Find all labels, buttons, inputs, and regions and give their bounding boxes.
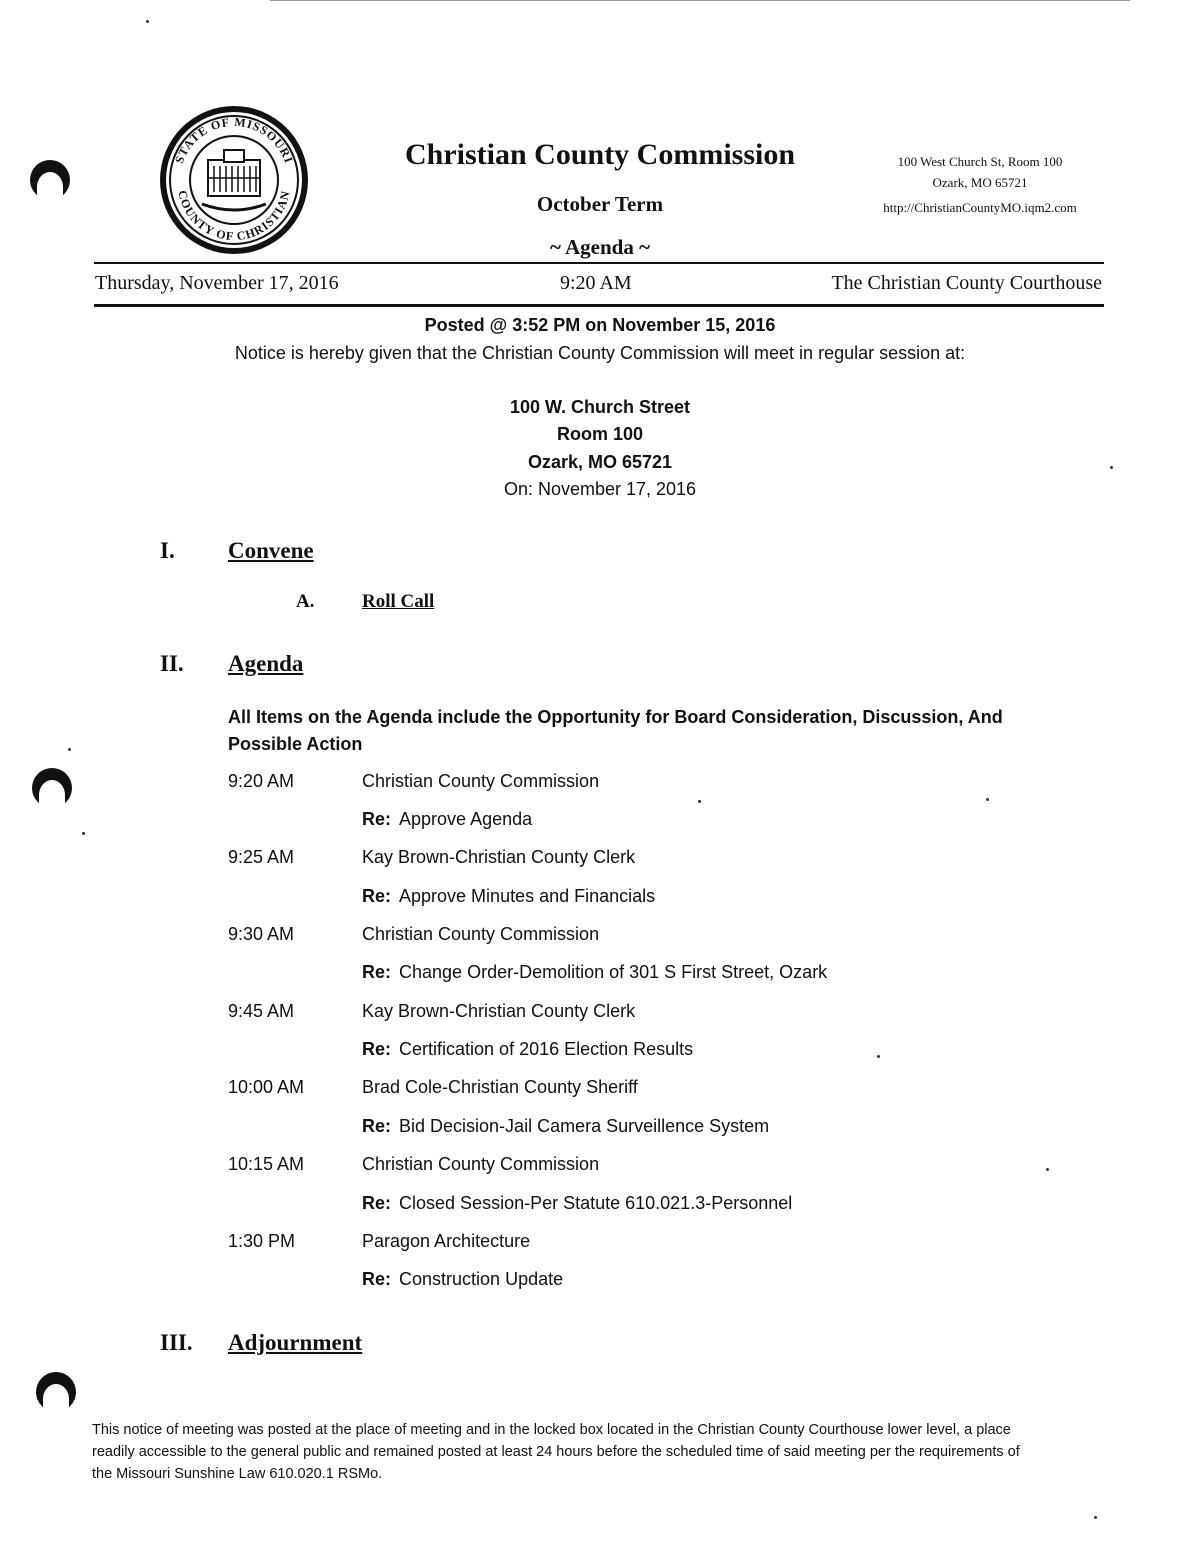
section-number: II. <box>160 651 184 676</box>
item-roll-call: Roll Call <box>362 591 435 612</box>
posting-notice-footer: This notice of meeting was posted at the place of meeting and in the locked box located in the Christian County Courthouse lower level, a place readily accessible to the general public and remained posted at least 24 hours before the scheduled time of said meeting per the requirements of the Missouri Sunshine Law 610.020.1 RSMo. <box>92 1422 1020 1482</box>
scan-speck <box>1094 1516 1097 1519</box>
notice-text: Notice is hereby given that the Christian County Commission will meet in regular session at: <box>234 343 966 363</box>
section-number: III. <box>160 1330 193 1355</box>
punch-hole-icon <box>30 160 70 200</box>
re-label: Re: <box>362 962 392 982</box>
county-seal <box>158 104 310 256</box>
meeting-time: 9:20 AM <box>560 272 632 294</box>
agenda-presenter: Paragon Architecture <box>362 1231 531 1251</box>
agenda-time: 9:30 AM <box>228 924 295 944</box>
scan-speck <box>698 800 701 803</box>
address-city: Ozark, MO 65721 <box>932 175 1028 190</box>
scan-speck <box>986 798 989 801</box>
agenda-subject: Approve Agenda <box>399 809 533 829</box>
agenda-presenter: Christian County Commission <box>362 924 600 944</box>
scan-speck <box>68 748 71 751</box>
re-label: Re: <box>362 1193 392 1213</box>
agenda-re <box>362 886 655 907</box>
meeting-date: Thursday, November 17, 2016 <box>95 272 339 294</box>
agenda-re <box>362 1193 792 1214</box>
section-title-agenda: Agenda <box>228 651 304 676</box>
re-label: Re: <box>362 1039 392 1059</box>
scan-speck <box>1046 1168 1049 1171</box>
agenda-re <box>362 962 827 983</box>
re-label: Re: <box>362 809 392 829</box>
agenda-presenter: Christian County Commission <box>362 771 600 791</box>
agenda-re <box>362 1269 563 1290</box>
location-date: On: November 17, 2016 <box>503 479 697 499</box>
punch-hole-icon <box>36 1372 76 1412</box>
svg-text:STATE OF MISSOURI: STATE OF MISSOURI <box>171 114 297 166</box>
scan-speck <box>877 1055 880 1058</box>
agenda-label: ~ Agenda ~ <box>549 235 651 259</box>
agenda-presenter: Christian County Commission <box>362 1154 600 1174</box>
re-label: Re: <box>362 1269 392 1289</box>
re-label: Re: <box>362 886 392 906</box>
agenda-time: 9:25 AM <box>228 847 295 867</box>
commission-title: Christian County Commission <box>404 138 796 171</box>
agenda-time: 10:00 AM <box>228 1077 305 1097</box>
punch-hole-icon <box>32 768 72 808</box>
location-city: Ozark, MO 65721 <box>527 452 673 472</box>
meeting-place: The Christian County Courthouse <box>831 272 1102 294</box>
agenda-presenter: Kay Brown-Christian County Clerk <box>362 847 636 867</box>
scan-edge-line <box>270 0 1130 1</box>
agenda-time: 10:15 AM <box>228 1154 305 1174</box>
divider-bottom <box>94 304 1104 307</box>
scan-speck <box>82 832 85 835</box>
agenda-time: 1:30 PM <box>228 1231 296 1251</box>
agenda-subject: Bid Decision-Jail Camera Surveillence System <box>399 1116 770 1136</box>
agenda-re <box>362 1039 693 1060</box>
location-street: 100 W. Church Street <box>509 397 691 417</box>
section-title-adjournment: Adjournment <box>228 1330 363 1355</box>
agenda-subject: Closed Session-Per Statute 610.021.3-Personnel <box>399 1193 793 1213</box>
agenda-presenter: Kay Brown-Christian County Clerk <box>362 1001 636 1021</box>
agenda-subject: Construction Update <box>399 1269 564 1289</box>
agenda-re <box>362 809 532 830</box>
agenda-re <box>362 1116 769 1137</box>
agenda-subject: Approve Minutes and Financials <box>399 886 656 906</box>
scan-speck <box>146 20 149 23</box>
divider-top <box>94 262 1104 264</box>
re-label: Re: <box>362 1116 392 1136</box>
svg-text:COUNTY OF CHRISTIAN: COUNTY OF CHRISTIAN <box>175 188 293 244</box>
agenda-subject: Change Order-Demolition of 301 S First Street, Ozark <box>399 962 828 982</box>
section-title-convene: Convene <box>228 538 314 563</box>
item-number: A. <box>296 591 315 612</box>
agenda-time: 9:45 AM <box>228 1001 295 1021</box>
address-line: 100 West Church St, Room 100 <box>897 154 1063 169</box>
agenda-intro: All Items on the Agenda include the Opportunity for Board Consideration, Discussion, And Possible Action <box>228 707 1003 754</box>
section-number: I. <box>160 538 175 563</box>
agenda-presenter: Brad Cole-Christian County Sheriff <box>362 1077 638 1097</box>
scan-speck <box>1110 466 1113 469</box>
location-room: Room 100 <box>556 424 644 444</box>
agenda-time: 9:20 AM <box>228 771 295 791</box>
posted-timestamp: Posted @ 3:52 PM on November 15, 2016 <box>424 315 776 335</box>
term-label: October Term <box>536 192 664 216</box>
website-link[interactable]: http://ChristianCountyMO.iqm2.com <box>883 200 1077 215</box>
agenda-subject: Certification of 2016 Election Results <box>399 1039 694 1059</box>
